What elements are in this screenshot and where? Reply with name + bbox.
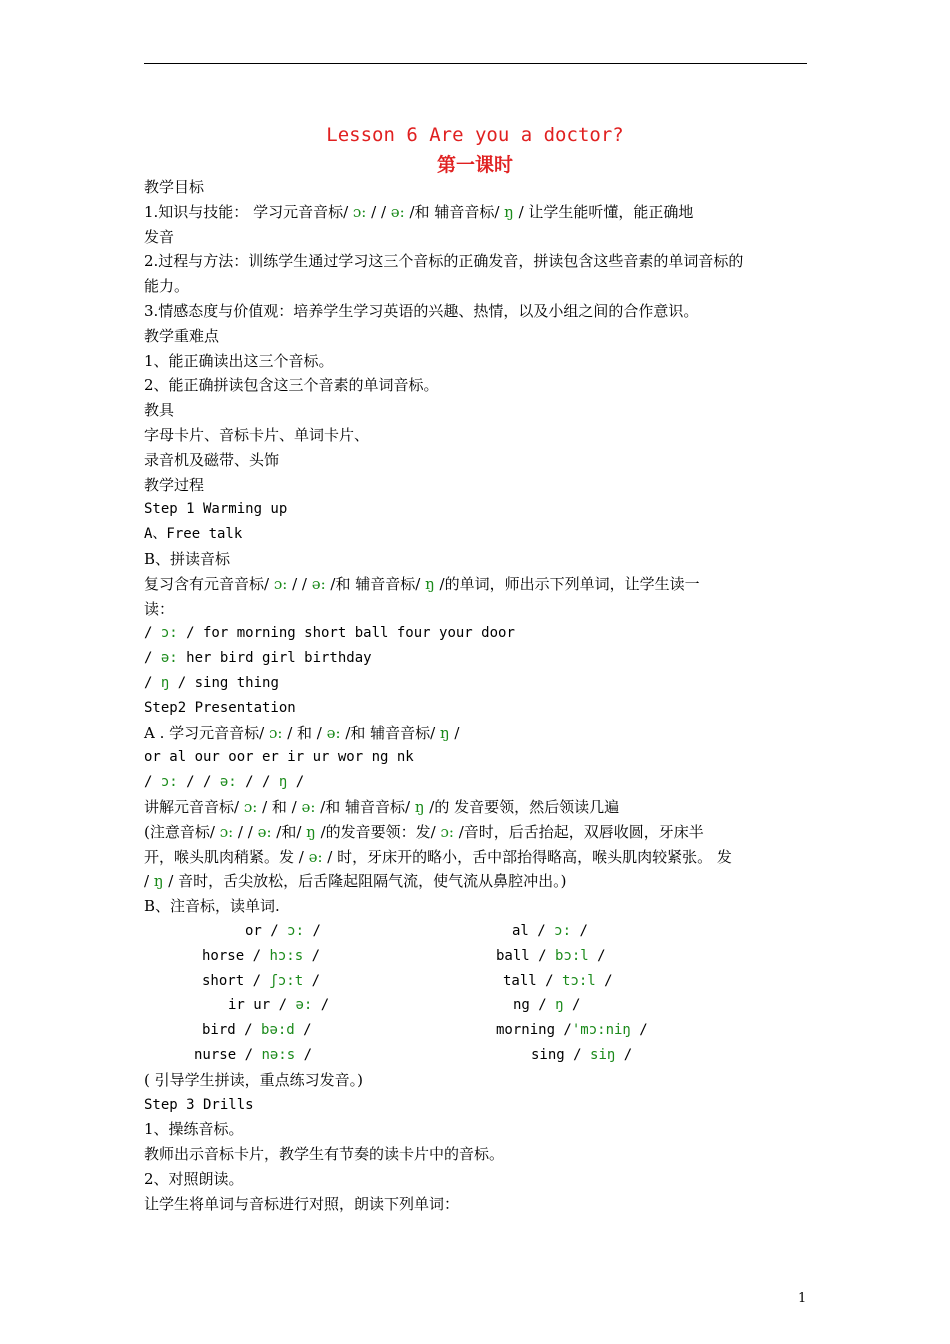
body-line: B、注音标，读单词.	[144, 897, 280, 916]
body-line: / ɔ: / for morning short ball four your door	[144, 625, 515, 642]
body-line: B、拼读音标	[144, 550, 231, 568]
body-line: / ɔ: / / ə: / / ŋ /	[144, 774, 305, 791]
body-line: ( 引导学生拼读，重点练习发音。)	[144, 1070, 363, 1089]
body-line: 讲解元音音标/ ɔ: / 和 / ə: /和 辅音音标/ ŋ /的 发音要领，然后领读几遍	[144, 798, 620, 816]
body-line: 1、操练音标。	[144, 1120, 244, 1139]
phonetic-cell-right: morning /'mɔ:niŋ /	[496, 1022, 648, 1039]
phonetic-cell-right: tall / tɔ:l /	[503, 972, 613, 989]
phonetic-cell-left: or / ɔ: /	[245, 923, 321, 939]
body-line: 3.情感态度与价值观：培养学生学习英语的兴趣、热情，以及小组之间的合作意识。	[144, 302, 699, 320]
body-line: Step 3 Drills	[144, 1096, 254, 1113]
phonetic-cell-right: ng / ŋ /	[513, 997, 581, 1014]
body-line: / ə: her bird girl birthday	[144, 650, 372, 667]
body-line: / ŋ / 音时，舌尖放松，后舌隆起阻隔气流，使气流从鼻腔冲出。)	[144, 872, 567, 891]
body-line: 录音机及磁带、头饰	[144, 450, 280, 469]
body-line: 复习含有元音音标/ ɔ: / / ə: /和 辅音音标/ ŋ /的单词，师出示下列单词，让学生读一	[144, 574, 700, 593]
body-line: A、Free talk	[144, 526, 243, 543]
body-line: 让学生将单词与音标进行对照，朗读下列单词：	[144, 1194, 460, 1213]
phonetic-cell-left: ir ur / ə: /	[228, 997, 330, 1014]
lesson-title: Lesson 6 Are you a doctor?	[326, 124, 624, 146]
phonetic-cell-right: ball / bɔ:l /	[496, 947, 606, 964]
phonetic-cell-left: short / ʃɔ:t /	[202, 972, 321, 989]
phonetic-cell-left: bird / bə:d /	[202, 1022, 312, 1039]
body-line: 1.知识与技能： 学习元音音标/ ɔ: / / ə: /和 辅音音标/ ŋ / 让学生能听懂，能正确地	[144, 202, 694, 221]
body-line: 读：	[144, 599, 175, 618]
body-line: Step 1 Warming up	[144, 501, 288, 518]
body-line: / ŋ / sing thing	[144, 675, 279, 691]
phonetic-cell-right: al / ɔ: /	[512, 923, 588, 939]
phonetic-cell-left: horse / hɔ:s /	[202, 947, 321, 964]
body-line: 教学重难点	[144, 326, 220, 345]
phonetic-cell-left: nurse / nə:s /	[194, 1047, 313, 1063]
body-line: 教师出示音标卡片，教学生有节奏的读卡片中的音标。	[144, 1145, 505, 1164]
body-line: 2、对照朗读。	[144, 1170, 244, 1188]
body-line: 1、能正确读出这三个音标。	[144, 351, 334, 370]
page-number: 1	[798, 1291, 807, 1306]
body-line: Step2 Presentation	[144, 699, 296, 716]
body-line: 教学目标	[144, 178, 205, 196]
body-line: 教学过程	[144, 475, 205, 494]
lesson-subtitle: 第一课时	[436, 154, 513, 176]
body-line: (注意音标/ ɔ: / / ə: /和/ ŋ /的发音要领：发/ ɔ: /音时，后舌抬起，双唇收圆，牙床半	[144, 822, 704, 841]
phonetic-cell-right: sing / siŋ /	[531, 1047, 633, 1063]
body-line: 发音	[144, 227, 175, 246]
body-line: 2、能正确拼读包含这三个音素的单词音标。	[144, 376, 439, 395]
header-rule	[144, 63, 807, 64]
body-line: 能力。	[144, 277, 190, 296]
body-line: 教具	[144, 401, 175, 420]
body-line: 字母卡片、音标卡片、单词卡片、	[144, 426, 370, 444]
body-line: A . 学习元音音标/ ɔ: / 和 / ə: /和 辅音音标/ ŋ /	[144, 723, 460, 742]
body-line: 2.过程与方法：训练学生通过学习这三个音标的正确发音，拼读包含这些音素的单词音标的	[144, 252, 744, 271]
body-line: 开，喉头肌肉稍紧。发 / ə: / 时，牙床开的略小，舌中部抬得略高，喉头肌肉较紧张。 发	[144, 847, 732, 866]
body-line: or al our oor er ir ur wor ng nk	[144, 749, 414, 766]
